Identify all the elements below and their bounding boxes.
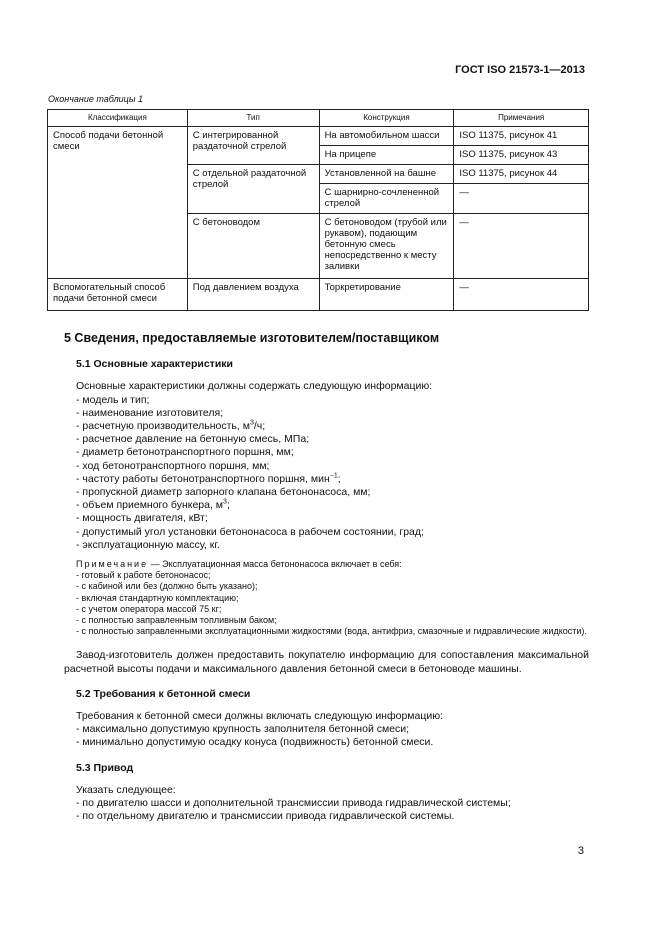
list-item: - с полностью заправленными эксплуатационными жидкостями (вода, антифриз, смазочные и гидравлические жидкости). bbox=[64, 626, 589, 637]
section-5-3-intro: Указать следующее: bbox=[76, 783, 176, 796]
column-header-type: Тип bbox=[187, 110, 319, 127]
cell-type: С отдельной раздаточной стрелой bbox=[187, 165, 319, 214]
cell-note: ISO 11375, рисунок 41 bbox=[454, 127, 589, 146]
table-header-row bbox=[48, 110, 589, 127]
cell-note: ISO 11375, рисунок 44 bbox=[454, 165, 589, 184]
note-text: — Эксплуатационная масса бетононасоса включает в себя: bbox=[148, 559, 402, 570]
cell-classification: Способ подачи бетонной смеси bbox=[48, 127, 188, 279]
column-header-construction: Конструкция bbox=[319, 110, 454, 127]
cell-note: — bbox=[454, 184, 589, 214]
cell-construction: Торкретирование bbox=[319, 279, 454, 311]
list-item: - допустимый угол установки бетононасоса в рабочем состоянии, град; bbox=[76, 526, 589, 539]
cell-note: — bbox=[454, 214, 589, 279]
list-item: - эксплуатационную массу, кг. bbox=[76, 539, 589, 552]
list-item: - модель и тип; bbox=[76, 394, 589, 407]
list-item: - по отдельному двигателю и трансмиссии привода гидравлической системы. bbox=[76, 810, 589, 823]
section-5-1-title: 5.1 Основные характеристики bbox=[76, 358, 233, 371]
section-5-1-intro: Основные характеристики должны содержать следующую информацию: bbox=[76, 380, 433, 393]
column-header-notes: Примечания bbox=[454, 110, 589, 127]
table-row bbox=[48, 279, 589, 311]
list-item: - частоту работы бетонотранспортного поршня, мин$^{-1}$; bbox=[76, 473, 589, 486]
list-item: - расчетную производительность, $м^3/ч$; bbox=[76, 420, 589, 433]
section-5-2-title: 5.2 Требования к бетонной смеси bbox=[76, 687, 251, 700]
list-item: - пропускной диаметр запорного клапана бетононасоса, мм; bbox=[76, 486, 589, 499]
page-number: 3 bbox=[577, 845, 584, 857]
column-header-classification: Классификация bbox=[48, 110, 188, 127]
cell-construction: С шарнирно-сочлененной стрелой bbox=[319, 184, 454, 214]
document-body bbox=[64, 332, 589, 824]
list-item: - наименование изготовителя; bbox=[76, 407, 589, 420]
cell-type: С бетоноводом bbox=[187, 214, 319, 279]
section-5-3-list bbox=[76, 797, 589, 823]
list-item: - мощность двигателя, кВт; bbox=[76, 512, 589, 525]
list-item: - готовый к работе бетононасос; bbox=[64, 570, 589, 581]
note-list bbox=[64, 570, 589, 637]
cell-type: С интегрированной раздаточной стрелой bbox=[187, 127, 319, 165]
list-item: - по двигателю шасси и дополнительной трансмиссии привода гидравлической системы; bbox=[76, 797, 589, 810]
section-5-1-list bbox=[76, 394, 589, 552]
cell-note: — bbox=[454, 279, 589, 311]
section-5-1-note bbox=[64, 559, 589, 637]
section-5-1-closing: Завод-изготовитель должен предоставить покупателю информацию для сопоставления максимальной расчетной высоты подачи и максимального давления бетонной смеси в бетоноводе машины. bbox=[64, 649, 589, 675]
classification-table bbox=[47, 109, 589, 311]
note-label: Примечание bbox=[76, 559, 149, 570]
section-5-3-title: 5.3 Привод bbox=[76, 761, 134, 774]
table-row bbox=[48, 127, 589, 146]
list-item: - расчетное давление на бетонную смесь, МПа; bbox=[76, 433, 589, 446]
cell-construction: С бетоноводом (трубой или рукавом), подающим бетонную смесь непосредственно к месту заливки bbox=[319, 214, 454, 279]
cell-construction: На прицепе bbox=[319, 146, 454, 165]
list-item: - диаметр бетонотранспортного поршня, мм; bbox=[76, 446, 589, 459]
list-item: - ход бетонотранспортного поршня, мм; bbox=[76, 460, 589, 473]
list-item: - с учетом оператора массой 75 кг; bbox=[64, 604, 589, 615]
cell-construction: На автомобильном шасси bbox=[319, 127, 454, 146]
section-5-2-list bbox=[76, 723, 589, 749]
list-item: - минимально допустимую осадку конуса (подвижность) бетонной смеси. bbox=[76, 736, 589, 749]
table-caption: Окончание таблицы 1 bbox=[48, 94, 143, 104]
cell-construction: Установленной на башне bbox=[319, 165, 454, 184]
section-5-title: 5 Сведения, предоставляемые изготовителем/поставщиком bbox=[64, 331, 440, 345]
list-item: - включая стандартную комплектацию; bbox=[64, 593, 589, 604]
list-item: - с полностью заправленным топливным баком; bbox=[64, 615, 589, 626]
cell-note: ISO 11375, рисунок 43 bbox=[454, 146, 589, 165]
list-item: - максимально допустимую крупность заполнителя бетонной смеси; bbox=[76, 723, 589, 736]
document-code: ГОСТ ISO 21573-1—2013 bbox=[455, 64, 585, 76]
section-5-2-intro: Требования к бетонной смеси должны включать следующую информацию: bbox=[76, 710, 444, 723]
list-item: - объем приемного бункера, $м^3$; bbox=[76, 499, 589, 512]
cell-classification: Вспомогательный способ подачи бетонной смеси bbox=[48, 279, 188, 311]
list-item: - с кабиной или без (должно быть указано); bbox=[64, 581, 589, 592]
cell-type: Под давлением воздуха bbox=[187, 279, 319, 311]
